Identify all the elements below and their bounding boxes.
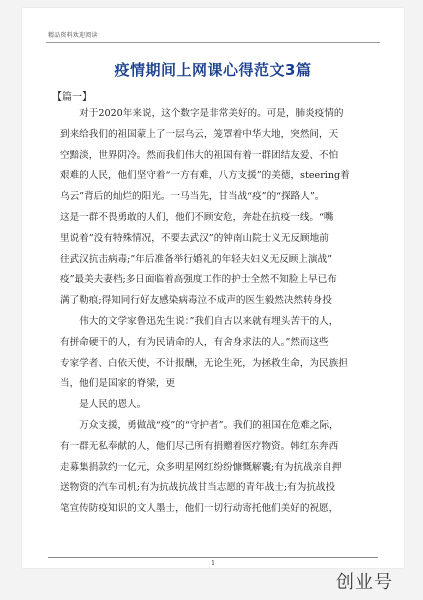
paragraph-4-line-5: 笔宣传防疫知识的文人墨士，他们一切行动寄托他们美好的祝愿， [60,503,339,515]
paragraph-1-line-3: 空黯淡，世界阴冷。然而我们伟大的祖国有着一群团结友爱、不怕 [60,149,339,161]
paragraph-1-line-5: 乌云”背后的灿烂的阳光。一马当先，甘当战“疫”的“探路人”。 [60,191,325,203]
paragraph-1-line-10: 满了勒痕;得知同行好友感染病毒泣不成声的医生毅然决然转身投 [60,295,332,307]
paragraph-1-line-1: 对于2020年来说，这个数字是非常美好的。可是，肺炎疫情的 [79,108,344,119]
paragraph-2-line-2: 有拼命硬干的人，有为民请命的人，有舍身求法的人。”然而这些 [60,336,329,348]
paragraph-3-line-1: 是人民的恩人。 [79,399,147,411]
paragraph-1-line-4: 艰难的人民，他们坚守着“一方有难，八方支援”的美德，steering着 [60,170,350,182]
paragraph-1-line-9: 疫”最美夫妻档;多日面临着高强度工作的护士全然不知脸上早已布 [60,274,337,286]
document-page [22,8,404,568]
paragraph-4-line-2: 有一群无私奉献的人，他们尽己所有捐赠着医疗物资。韩红东奔西 [60,440,339,452]
paragraph-4-line-4: 送物资的汽车司机;有为抗战抗战甘当志愿的青年战士;有为抗战投 [60,482,336,494]
header-tag: 精品资料欢迎阅读 [48,32,98,39]
page-number: 1 [211,560,215,567]
watermark-text: 创业号 [336,572,393,593]
paragraph-4-line-1: 万众支援，勇做战“疫”的“守护者”。我们的祖国在危难之际， [79,419,339,431]
paragraph-2-line-4: 当，他们是国家的脊梁，更 [60,378,176,390]
paragraph-1-line-2: 到来给我们的祖国蒙上了一层乌云，笼罩着中华大地，突然间，天 [60,128,339,140]
header-divider [46,42,380,43]
paragraph-2-line-3: 专家学者、白依天使，不计报酬，无论生死，为拯救生命，为民族担 [60,357,348,369]
paragraph-1-line-6: 这是一群不畏勇敢的人们，他们不顾安危，奔赴在抗疫一线。“嘴 [60,211,334,223]
footer-divider [48,557,378,558]
section-label: 【篇一】 [52,92,92,103]
paragraph-1-line-7: 里说着”没有特殊情况，不要去武汉”的钟南山院士义无反顾地前 [60,232,329,244]
document-body [60,106,366,522]
paragraph-4-line-3: 走募集捐款约一亿元，众多明星网红纷纷慷慨解囊;有为抗战亲自押 [60,461,342,473]
paragraph-1-line-8: 往武汉抗击病毒;”年后准备举行婚礼的年轻夫妇义无反顾上演战” [60,253,333,265]
document-title: 疫情期间上网课心得范文3篇 [114,61,312,79]
paragraph-2-line-1: 伟大的文学家鲁迅先生说：”我们自古以来就有埋头苦干的人， [79,315,339,327]
